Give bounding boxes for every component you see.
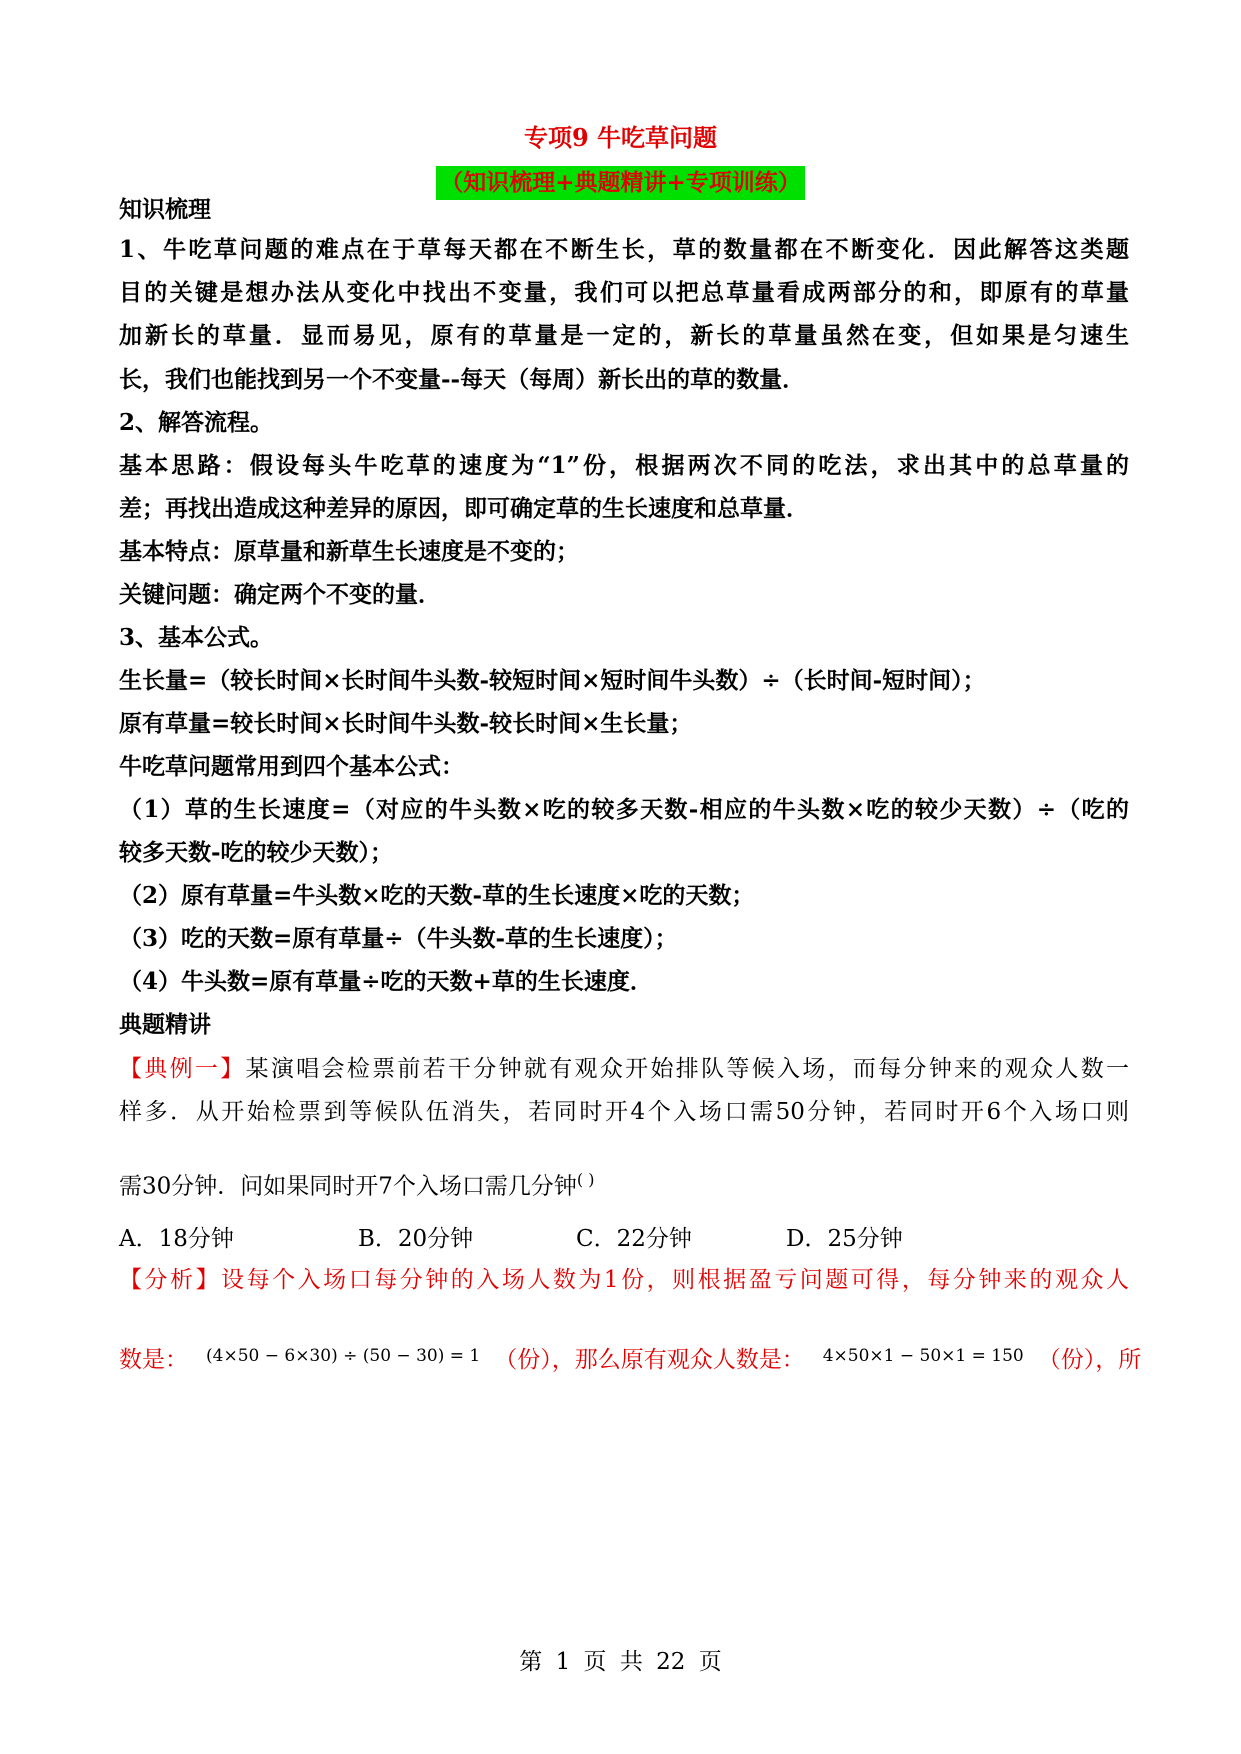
option-d: D．25分钟 (786, 1226, 903, 1252)
analysis-text: 数是： (119, 1347, 188, 1373)
example-text: 需30分钟．问如果同时开7个入场口需几分钟 (119, 1173, 577, 1200)
paragraph-line: 长，我们也能找到另一个不变量--每天（每周）新长出的草的数量． (119, 366, 806, 393)
example-line (119, 1164, 1129, 1203)
example-line: 样多．从开始检票到等候队伍消失，若同时开4个入场口需50分钟，若同时开6个入场口则 (119, 1099, 1129, 1125)
formula-line: 生长量=（较长时间×长时间牛头数-较短时间×短时间牛头数）÷（长时间-短时间）； (119, 667, 986, 694)
section-heading-process: 2、解答流程。 (119, 409, 274, 436)
option-b: B．20分钟 (358, 1226, 474, 1252)
option-a: A．18分钟 (119, 1226, 234, 1252)
formula-item: 较多天数-吃的较少天数）； (119, 839, 394, 866)
option-c: C．22分钟 (576, 1226, 692, 1252)
paragraph-line: 差；再找出造成这种差异的原因，即可确定草的生长速度和总草量． (119, 495, 809, 522)
analysis-tag: 【分析】 (119, 1267, 222, 1293)
analysis-text: （份），那么原有观众人数是： (494, 1347, 805, 1373)
formula-line: 原有草量=较长时间×长时间牛头数-较长时间×生长量； (119, 710, 693, 737)
analysis-text: 设每个入场口每分钟的入场人数为1份，则根据盈亏问题可得，每分钟来的观众人 (221, 1267, 1129, 1293)
paragraph-line: 加新长的草量．显而易见，原有的草量是一定的，新长的草量虽然在变，但如果是匀速生 (119, 322, 1129, 349)
formula-item: （2）原有草量=牛头数×吃的天数-草的生长速度×吃的天数； (119, 882, 755, 909)
document-subtitle: （知识梳理+典题精讲+专项训练） (436, 166, 805, 200)
analysis-line (119, 1340, 1142, 1376)
example-tag: 【典例一】 (119, 1056, 246, 1082)
example-text: 某演唱会检票前若干分钟就有观众开始排队等候入场，而每分钟来的观众人数一 (245, 1056, 1130, 1082)
formula-item: （4）牛头数=原有草量÷吃的天数+草的生长速度． (119, 968, 653, 995)
section-heading-examples: 典题精讲 (119, 1011, 211, 1038)
page-footer: 第 1 页 共 22 页 (519, 1649, 722, 1675)
paragraph-line: 目的关键是想办法从变化中找出不变量，我们可以把总草量看成两部分的和，即原有的草量 (119, 279, 1129, 306)
answer-blank: ( ) (576, 1170, 595, 1189)
formula-item: （1）草的生长速度=（对应的牛头数×吃的较多天数-相应的牛头数×吃的较少天数）÷（吃的 (119, 796, 1129, 823)
formula-original: 4×50×1 − 50×1 = 150 (822, 1346, 1024, 1366)
paragraph-line: 基本特点：原草量和新草生长速度是不变的； (119, 538, 579, 565)
section-heading-formulas: 3、基本公式。 (119, 624, 274, 651)
formula-growth: (4×50 − 6×30) ÷ (50 − 30) = 1 (206, 1346, 481, 1366)
document-title: 专项9 牛吃草问题 (523, 123, 718, 152)
analysis-text: （份），所 (1037, 1347, 1142, 1373)
example-line (119, 1053, 1129, 1085)
analysis-line (119, 1264, 1129, 1296)
section-heading-knowledge: 知识梳理 (119, 196, 211, 223)
paragraph-line: 基本思路：假设每头牛吃草的速度为“1”份，根据两次不同的吃法，求出其中的总草量的 (119, 452, 1129, 479)
paragraph-line: 牛吃草问题常用到四个基本公式： (119, 753, 464, 780)
formula-item: （3）吃的天数=原有草量÷（牛头数-草的生长速度）； (119, 925, 678, 952)
paragraph-line: 1、牛吃草问题的难点在于草每天都在不断生长，草的数量都在不断变化．因此解答这类题 (119, 236, 1129, 263)
paragraph-line: 关键问题：确定两个不变的量． (119, 581, 441, 608)
